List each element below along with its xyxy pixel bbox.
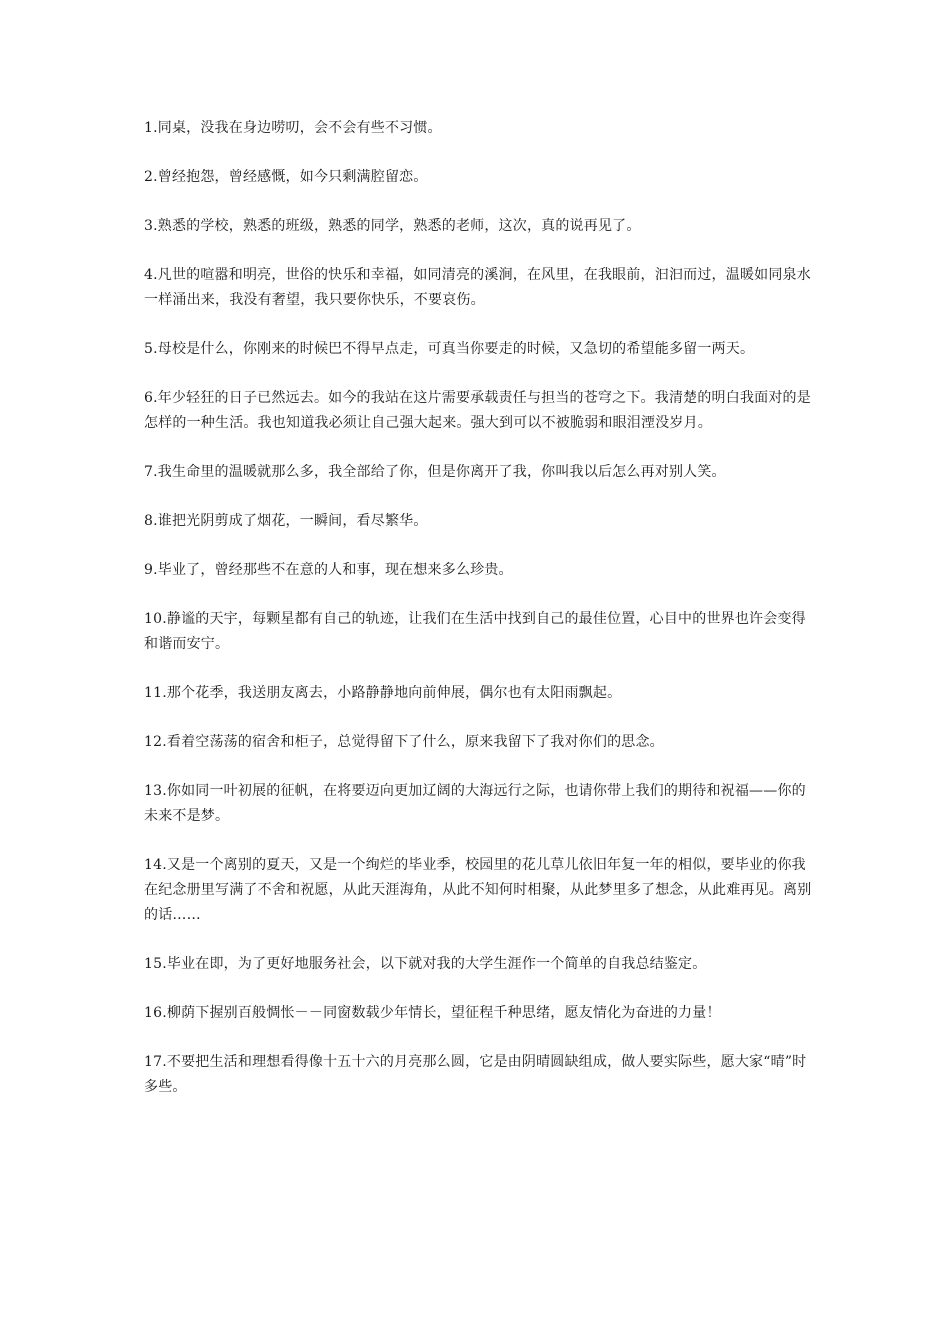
paragraph-15: 15.毕业在即，为了更好地服务社会，以下就对我的大学生涯作一个简单的自我总结鉴定。 <box>144 956 707 972</box>
paragraph-16: 16.柳荫下握别百般惆怅－－同窗数载少年情长，望征程千种思绪，愿友情化为奋进的力量！ <box>144 1005 721 1021</box>
paragraph-12: 12.看着空荡荡的宿舍和柜子，总觉得留下了什么，原来我留下了我对你们的思念。 <box>144 734 664 750</box>
paragraph-3: 3.熟悉的学校，熟悉的班级，熟悉的同学，熟悉的老师，这次，真的说再见了。 <box>144 218 641 234</box>
paragraph-8: 8.谁把光阴剪成了烟花，一瞬间，看尽繁华。 <box>144 513 428 529</box>
paragraph-11: 11.那个花季，我送朋友离去，小路静静地向前伸展，偶尔也有太阳雨飘起。 <box>144 685 622 701</box>
paragraph-4: 4.凡世的喧嚣和明亮，世俗的快乐和幸福，如同清亮的溪涧，在风里，在我眼前，汩汩而过，温暖如同泉水一样涌出来，我没有奢望，我只要你快乐，不要哀伤。 <box>144 267 811 308</box>
paragraph-7: 7.我生命里的温暖就那么多，我全部给了你，但是你离开了我，你叫我以后怎么再对别人笑。 <box>144 464 726 480</box>
paragraph-14: 14.又是一个离别的夏天，又是一个绚烂的毕业季，校园里的花儿草儿依旧年复一年的相似，要毕业的你我在纪念册里写满了不舍和祝愿，从此天涯海角，从此不知何时相聚，从此梦里多了想念，从此难再见。离别的话…… <box>144 857 812 923</box>
paragraph-13: 13.你如同一叶初展的征帆，在将要迈向更加辽阔的大海远行之际，也请你带上我们的期待和祝福——你的未来不是梦。 <box>144 783 806 824</box>
paragraph-9: 9.毕业了，曾经那些不在意的人和事，现在想来多么珍贵。 <box>144 562 513 578</box>
document-body <box>144 116 820 1124</box>
paragraph-2: 2.曾经抱怨，曾经感慨，如今只剩满腔留恋。 <box>144 169 428 185</box>
paragraph-5: 5.母校是什么，你刚来的时候巴不得早点走，可真当你要走的时候，又急切的希望能多留一两天。 <box>144 341 755 357</box>
paragraph-10: 10.静谧的天宇，每颗星都有自己的轨迹，让我们在生活中找到自己的最佳位置，心目中的世界也许会变得和谐而安宁。 <box>144 611 806 652</box>
paragraph-6: 6.年少轻狂的日子已然远去。如今的我站在这片需要承载责任与担当的苍穹之下。我清楚的明白我面对的是怎样的一种生活。我也知道我必须让自己强大起来。强大到可以不被脆弱和眼泪湮没岁月。 <box>144 390 811 431</box>
paragraph-1: 1.同桌，没我在身边唠叨，会不会有些不习惯。 <box>144 120 442 136</box>
paragraph-17: 17.不要把生活和理想看得像十五十六的月亮那么圆，它是由阴晴圆缺组成，做人要实际些，愿大家“晴”时多些。 <box>144 1054 807 1095</box>
